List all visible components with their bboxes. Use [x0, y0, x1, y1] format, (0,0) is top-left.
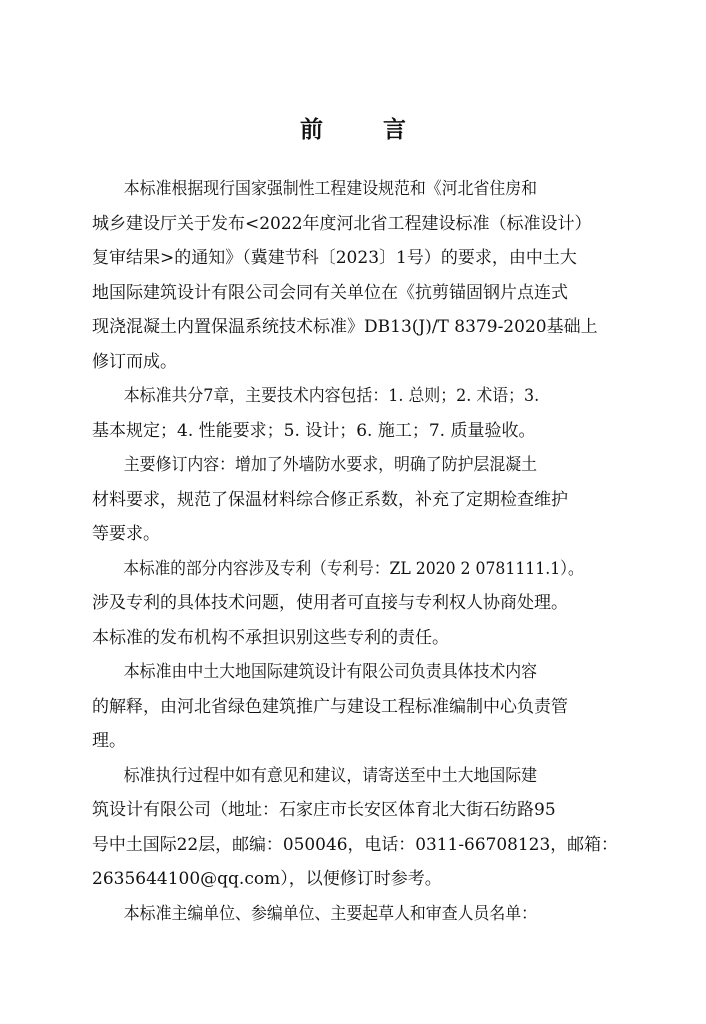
- text-line: 标准执行过程中如有意见和建议，请寄送至中土大地国际建: [123, 765, 538, 786]
- text-line: 2635644100@qq.com），以便修订时参考。: [92, 869, 442, 889]
- text-line: 地国际建筑设计有限公司会同有关单位在《抗剪锚固钢片点连式: [92, 282, 568, 303]
- text-line: 本标准根据现行国家强制性工程建设规范和《河北省住房和: [123, 179, 538, 199]
- text-line: 筑设计有限公司（地址：石家庄市长安区体育北大街石纺路95: [92, 800, 556, 820]
- text-line: 等要求。: [92, 524, 160, 544]
- text-line: 本标准共分7章，主要技术内容包括：1. 总则；2. 术语；3.: [123, 386, 540, 406]
- text-line: 理。: [92, 731, 126, 751]
- text-line: 复审结果>的通知》（冀建节科〔2023〕1号）的要求，由中土大: [92, 248, 577, 268]
- paragraph-contact: [92, 759, 618, 897]
- page-title: 前 言: [299, 116, 432, 143]
- paragraph-units: [92, 897, 618, 932]
- text-line: 城乡建设厅关于发布<2022年度河北省工程建设标准（标准设计）: [92, 213, 592, 234]
- paragraph-basis: [92, 172, 618, 379]
- text-line: 本标准的部分内容涉及专利（专利号：ZL 2020 2 0781111.1）。: [123, 558, 584, 579]
- paragraph-interpretation: [92, 655, 618, 759]
- text-line: 本标准的发布机构不承担识别这些专利的责任。: [92, 627, 449, 648]
- text-line: 本标准主编单位、参编单位、主要起草人和审查人员名单：: [123, 903, 538, 924]
- paragraph-chapters: [92, 379, 618, 448]
- text-line: 现浇混凝土内置保温系统技术标准》DB13(J)/T 8379-2020基础上: [92, 317, 598, 337]
- document-body: [92, 172, 618, 931]
- paragraph-revisions: [92, 448, 618, 552]
- text-line: 本标准由中土大地国际建筑设计有限公司负责具体技术内容: [123, 662, 538, 682]
- text-line: 基本规定；4. 性能要求；5. 设计；6. 施工；7. 质量验收。: [92, 420, 536, 441]
- text-line: 号中土国际22层，邮编：050046，电话：0311-66708123，邮箱：: [92, 834, 618, 855]
- text-line: 主要修订内容：增加了外墙防水要求，明确了防护层混凝土: [123, 455, 538, 475]
- paragraph-patent: [92, 552, 618, 656]
- text-line: 修订而成。: [92, 351, 177, 372]
- text-line: 材料要求，规范了保温材料综合修正系数，补充了定期检查维护: [92, 489, 568, 510]
- text-line: 涉及专利的具体技术问题，使用者可直接与专利权人协商处理。: [92, 593, 568, 613]
- text-line: 的解释，由河北省绿色建筑推广与建设工程标准编制中心负责管: [92, 696, 568, 717]
